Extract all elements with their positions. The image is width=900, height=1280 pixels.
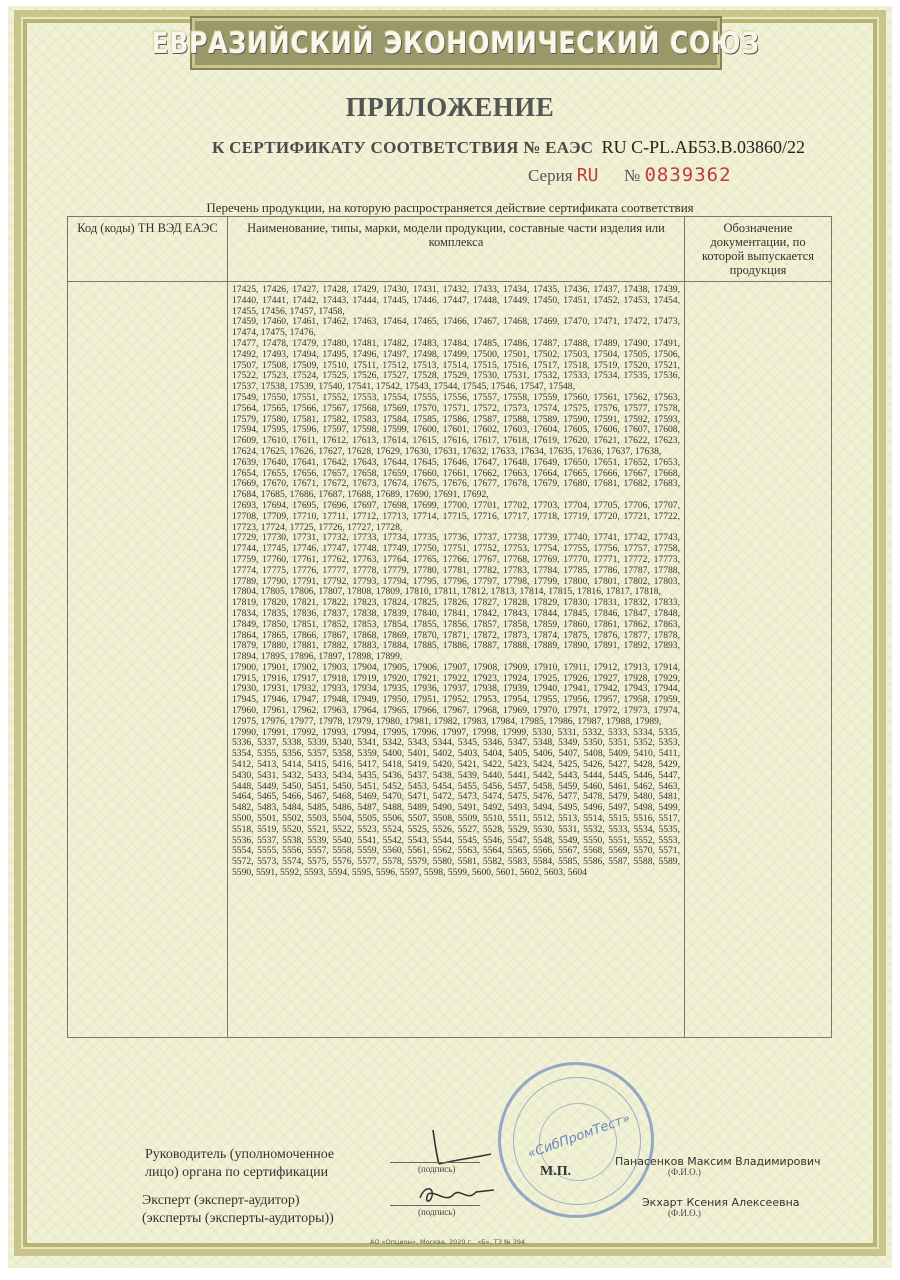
- certificate-number: RU C-PL.АБ53.В.03860/22: [601, 137, 805, 157]
- model-list-paragraph: 17459, 17460, 17461, 17462, 17463, 17464, 17465, 17466, 17467, 17468, 17469, 17470, 17471, 17472, 17473, 17474, 17475, 17476,: [232, 316, 680, 339]
- model-list-paragraph: 17819, 17820, 17821, 17822, 17823, 17824, 17825, 17826, 17827, 17828, 17829, 17830, 17831, 17832, 17833, 17834, 17835, 17836, 17837, 17838, 17839, 17840, 17841, 17842, 17843, 17844, 17845, 17846, 17847, 17848, 17849, 17850, 17851, 17852, 17853, 17854, 17855, 17856, 17857, 17858, 17859, 17860, 17861, 17862, 17863, 17864, 17865, 17866, 17867, 17868, 17869, 17870, 17871, 17872, 17873, 17874, 17875, 17876, 17877, 17878, 17879, 17880, 17881, 17882, 17883, 17884, 17885, 17886, 17887, 17888, 17889, 17890, 17891, 17892, 17893, 17894, 17895, 17896, 17897, 17898, 17899,: [232, 597, 680, 663]
- col-header-products: Наименование, типы, марки, модели продукции, составные части изделия или комплекса: [228, 217, 685, 282]
- head-label-line-2: лицо) органа по сертификации: [145, 1165, 329, 1180]
- expert-name: Экхарт Ксения Алексеевна: [642, 1196, 800, 1209]
- certificate-reference: [212, 137, 805, 158]
- series-value: RU: [576, 165, 599, 186]
- head-fio-caption: (Ф.И.О.): [668, 1167, 701, 1177]
- expert-label-line-2: (эксперты (эксперты-аудиторы)): [142, 1211, 334, 1226]
- model-list-paragraph: 17990, 17991, 17992, 17993, 17994, 17995, 17996, 17997, 17998, 17999, 5330, 5331, 5332, 5333, 5334, 5335, 5336, 5337, 5338, 5339, 5340, 5341, 5342, 5343, 5344, 5345, 5346, 5347, 5348, 5349, 5350, 5351, 5352, 5353, 5354, 5355, 5356, 5357, 5358, 5359, 5400, 5401, 5402, 5403, 5404, 5405, 5406, 5407, 5408, 5409, 5410, 5411, 5412, 5413, 5414, 5415, 5416, 5417, 5418, 5419, 5420, 5421, 5422, 5423, 5424, 5425, 5426, 5427, 5428, 5429, 5430, 5431, 5432, 5433, 5434, 5435, 5436, 5437, 5438, 5439, 5440, 5441, 5442, 5443, 5444, 5445, 5446, 5447, 5448, 5449, 5450, 5451, 5450, 5451, 5452, 5453, 5454, 5455, 5456, 5457, 5458, 5459, 5460, 5461, 5462, 5463, 5464, 5465, 5466, 5467, 5468, 5469, 5470, 5471, 5472, 5473, 5474, 5475, 5476, 5477, 5478, 5479, 5480, 5481, 5482, 5483, 5484, 5485, 5486, 5487, 5488, 5489, 5490, 5491, 5492, 5493, 5494, 5495, 5496, 5497, 5498, 5499, 5500, 5501, 5502, 5503, 5504, 5505, 5506, 5507, 5508, 5509, 5510, 5511, 5512, 5513, 5514, 5515, 5516, 5517, 5518, 5519, 5520, 5521, 5522, 5523, 5524, 5525, 5526, 5527, 5528, 5529, 5530, 5531, 5532, 5533, 5534, 5535, 5536, 5537, 5538, 5539, 5540, 5541, 5542, 5543, 5544, 5545, 5546, 5547, 5548, 5549, 5550, 5551, 5552, 5553, 5554, 5555, 5556, 5557, 5558, 5559, 5560, 5561, 5562, 5563, 5564, 5565, 5566, 5567, 5568, 5569, 5570, 5571, 5572, 5573, 5574, 5575, 5576, 5577, 5578, 5579, 5580, 5581, 5582, 5583, 5584, 5585, 5586, 5587, 5588, 5589, 5590, 5591, 5592, 5593, 5594, 5595, 5596, 5597, 5598, 5599, 5600, 5601, 5602, 5603, 5604: [232, 726, 680, 879]
- printer-footer: АО «Опцион», Москва, 2020 г., «Б», ТЗ № 394.: [370, 1238, 528, 1246]
- model-list-paragraph: 17900, 17901, 17902, 17903, 17904, 17905, 17906, 17907, 17908, 17909, 17910, 17911, 17912, 17913, 17914, 17915, 17916, 17917, 17918, 17919, 17920, 17921, 17922, 17923, 17924, 17925, 17926, 17927, 17928, 17929, 17930, 17931, 17932, 17933, 17934, 17935, 17936, 17937, 17938, 17939, 17940, 17941, 17942, 17943, 17944, 17945, 17946, 17947, 17948, 17949, 17950, 17951, 17952, 17953, 17954, 17955, 17956, 17957, 17958, 17959, 17960, 17961, 17962, 17963, 17964, 17965, 17966, 17967, 17968, 17969, 17970, 17971, 17972, 17973, 17974, 17975, 17976, 17977, 17978, 17979, 17980, 17981, 17982, 17983, 17984, 17985, 17986, 17987, 17988, 17989,: [232, 661, 680, 727]
- products-table: [67, 216, 832, 1038]
- seal-place-label: М.П.: [540, 1164, 572, 1179]
- col-header-codes: Код (коды) ТН ВЭД ЕАЭС: [68, 217, 228, 282]
- table-row: [68, 282, 832, 1038]
- series-line: [528, 164, 732, 186]
- documentation-cell: [685, 282, 832, 1038]
- codes-cell: [68, 282, 228, 1038]
- table-header-row: [68, 217, 832, 282]
- certificate-prefix: К СЕРТИФИКАТУ СООТВЕТСТВИЯ № ЕАЭС: [212, 138, 594, 157]
- head-name: Панасенков Максим Владимирович: [615, 1155, 821, 1168]
- model-list-paragraph: 17693, 17694, 17695, 17696, 17697, 17698, 17699, 17700, 17701, 17702, 17703, 17704, 17705, 17706, 17707, 17708, 17709, 17710, 17711, 17712, 17713, 17714, 17715, 17716, 17717, 17718, 17719, 17720, 17721, 17722, 17723, 17724, 17725, 17726, 17727, 17728,: [232, 499, 680, 533]
- number-label: №: [623, 166, 641, 185]
- head-signature-line: [390, 1162, 480, 1163]
- expert-label-line-1: Эксперт (эксперт-аудитор): [142, 1193, 300, 1208]
- list-caption: Перечень продукции, на которую распространяется действие сертификата соответствия: [206, 200, 694, 215]
- expert-signature-caption: (подпись): [418, 1207, 456, 1217]
- expert-signatory-label: [142, 1192, 334, 1228]
- head-signature-caption: (подпись): [418, 1164, 456, 1174]
- union-banner-text: ЕВРАЗИЙСКИЙ ЭКОНОМИЧЕСКИЙ СОЮЗ: [151, 26, 761, 60]
- union-banner: [151, 18, 761, 68]
- seal-text: «СибПромТест»: [525, 1110, 633, 1163]
- model-list-paragraph: 17477, 17478, 17479, 17480, 17481, 17482, 17483, 17484, 17485, 17486, 17487, 17488, 17489, 17490, 17491, 17492, 17493, 17494, 17495, 17496, 17497, 17498, 17499, 17500, 17501, 17502, 17503, 17504, 17505, 17506, 17507, 17508, 17509, 17510, 17511, 17512, 17513, 17514, 17515, 17516, 17517, 17518, 17519, 17520, 17521, 17522, 17523, 17524, 17525, 17526, 17527, 17528, 17529, 17530, 17531, 17532, 17533, 17534, 17535, 17536, 17537, 17538, 17539, 17540, 17541, 17542, 17543, 17544, 17545, 17546, 17547, 17548,: [232, 337, 680, 393]
- model-list-paragraph: 17639, 17640, 17641, 17642, 17643, 17644, 17645, 17646, 17647, 17648, 17649, 17650, 17651, 17652, 17653, 17654, 17655, 17656, 17657, 17658, 17659, 17660, 17661, 17662, 17663, 17664, 17665, 17666, 17667, 17668, 17669, 17670, 17671, 17672, 17673, 17674, 17675, 17676, 17677, 17678, 17679, 17680, 17681, 17682, 17683, 17684, 17685, 17686, 17687, 17688, 17689, 17690, 17691, 17692,: [232, 456, 680, 501]
- organization-seal: [498, 1062, 654, 1218]
- expert-fio-caption: (Ф.И.О.): [668, 1208, 701, 1218]
- products-cell: [228, 282, 685, 1038]
- page-title: ПРИЛОЖЕНИЕ: [345, 92, 555, 122]
- head-label-line-1: Руководитель (уполномоченное: [145, 1147, 335, 1162]
- model-list-paragraph: 17425, 17426, 17427, 17428, 17429, 17430, 17431, 17432, 17433, 17434, 17435, 17436, 17437, 17438, 17439, 17440, 17441, 17442, 17443, 17444, 17445, 17446, 17447, 17448, 17449, 17450, 17451, 17452, 17453, 17454, 17455, 17456, 17457, 17458,: [232, 284, 680, 317]
- head-signatory-label: [145, 1146, 334, 1182]
- model-list-paragraph: 17549, 17550, 17551, 17552, 17553, 17554, 17555, 17556, 17557, 17558, 17559, 17560, 17561, 17562, 17563, 17564, 17565, 17566, 17567, 17568, 17569, 17570, 17571, 17572, 17573, 17574, 17575, 17576, 17577, 17578, 17579, 17580, 17581, 17582, 17583, 17584, 17585, 17586, 17587, 17588, 17589, 17590, 17591, 17592, 17593, 17594, 17595, 17596, 17597, 17598, 17599, 17600, 17601, 17602, 17603, 17604, 17605, 17606, 17607, 17608, 17609, 17610, 17611, 17612, 17613, 17614, 17615, 17616, 17617, 17618, 17619, 17620, 17621, 17622, 17623, 17624, 17625, 17626, 17627, 17628, 17629, 17630, 17631, 17632, 17633, 17634, 17635, 17636, 17637, 17638,: [232, 391, 680, 457]
- col-header-documentation: Обозначение документации, по которой выпускается продукция: [685, 217, 832, 282]
- series-label: Серия: [528, 166, 573, 185]
- expert-signature-line: [390, 1205, 480, 1206]
- model-list-paragraph: 17729, 17730, 17731, 17732, 17733, 17734, 17735, 17736, 17737, 17738, 17739, 17740, 17741, 17742, 17743, 17744, 17745, 17746, 17747, 17748, 17749, 17750, 17751, 17752, 17753, 17754, 17755, 17756, 17757, 17758, 17759, 17760, 17761, 17762, 17763, 17764, 17765, 17766, 17767, 17768, 17769, 17770, 17771, 17772, 17773, 17774, 17775, 17776, 17777, 17778, 17779, 17780, 17781, 17782, 17783, 17784, 17785, 17786, 17787, 17788, 17789, 17790, 17791, 17792, 17793, 17794, 17795, 17796, 17797, 17798, 17799, 17800, 17801, 17802, 17803, 17804, 17805, 17806, 17807, 17808, 17809, 17810, 17811, 17812, 17813, 17814, 17815, 17816, 17817, 17818,: [232, 532, 680, 598]
- serial-number: 0839362: [644, 164, 732, 186]
